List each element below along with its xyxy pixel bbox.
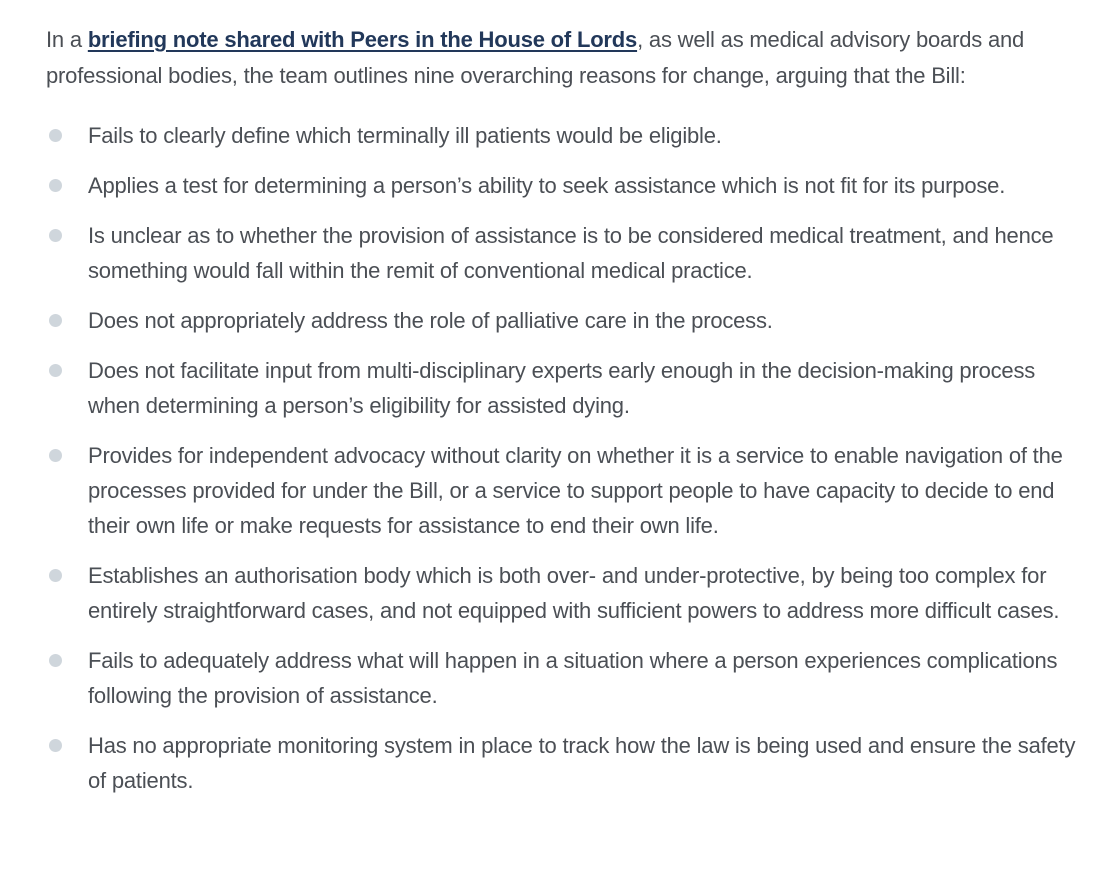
list-item — [46, 353, 1076, 423]
list-item — [46, 118, 1076, 153]
bullet-icon — [49, 654, 62, 667]
intro-prefix: In a — [46, 27, 88, 52]
list-item — [46, 728, 1076, 798]
list-item — [46, 438, 1076, 543]
bullet-icon — [49, 129, 62, 142]
reasons-list — [46, 118, 1076, 798]
bullet-icon — [49, 739, 62, 752]
briefing-note-link[interactable]: briefing note shared with Peers in the House of Lords — [87, 27, 638, 52]
bullet-icon — [49, 314, 62, 327]
intro-suffix: , as well as medical advisory boards and professional bodies, the team outlines nine overarching reasons for change, arguing that the Bill: — [46, 27, 1025, 88]
intro-paragraph — [46, 22, 1076, 94]
list-item — [46, 303, 1076, 338]
list-item-text: Has no appropriate monitoring system in place to track how the law is being used and ensure the safety of patients. — [88, 733, 1076, 793]
bullet-icon — [49, 449, 62, 462]
bullet-icon — [49, 229, 62, 242]
bullet-icon — [49, 569, 62, 582]
list-item — [46, 643, 1076, 713]
list-item — [46, 218, 1076, 288]
list-item-text: Establishes an authorisation body which is both over- and under-protective, by being too complex for entirely straightforward cases, and not equipped with sufficient powers to address more difficult cases. — [88, 563, 1060, 623]
list-item-text: Does not appropriately address the role of palliative care in the process. — [88, 308, 773, 333]
list-item-text: Is unclear as to whether the provision of assistance is to be considered medical treatment, and hence something would fall within the remit of conventional medical practice. — [88, 223, 1054, 283]
list-item — [46, 168, 1076, 203]
list-item-text: Provides for independent advocacy without clarity on whether it is a service to enable navigation of the processes provided for under the Bill, or a service to support people to have capacity to decide to end their own life or make requests for assistance to end their own life. — [88, 443, 1063, 538]
list-item-text: Fails to adequately address what will happen in a situation where a person experiences complications following the provision of assistance. — [88, 648, 1058, 708]
list-item-text: Fails to clearly define which terminally ill patients would be eligible. — [88, 123, 722, 148]
bullet-icon — [49, 364, 62, 377]
list-item-text: Applies a test for determining a person’s ability to seek assistance which is not fit for its purpose. — [88, 173, 1006, 198]
article-body — [46, 22, 1076, 813]
list-item-text: Does not facilitate input from multi-disciplinary experts early enough in the decision-making process when determining a person’s eligibility for assisted dying. — [88, 358, 1036, 418]
bullet-icon — [49, 179, 62, 192]
list-item — [46, 558, 1076, 628]
